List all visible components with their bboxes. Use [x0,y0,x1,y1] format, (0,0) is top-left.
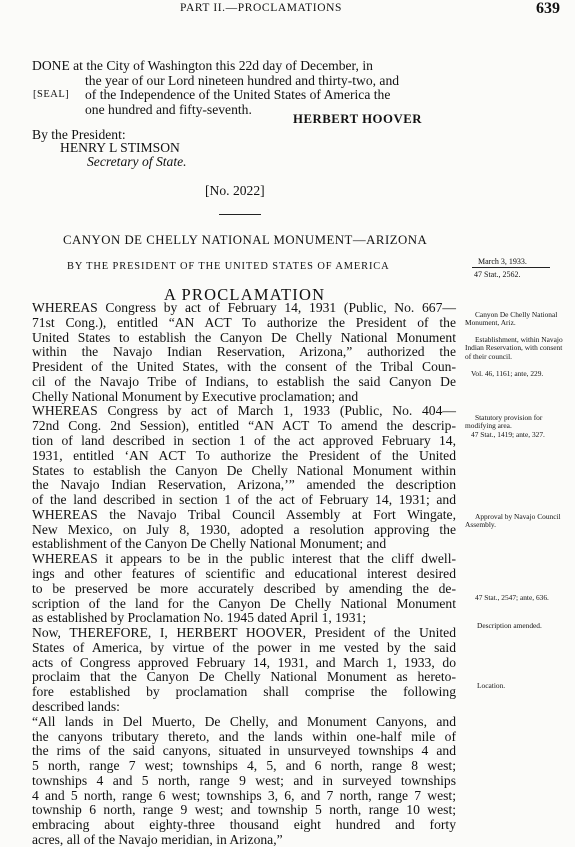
signer-name: HERBERT HOOVER [293,112,422,126]
body-line: WHEREAS the Navajo Tribal Council Assembly at Fort Wingate, [32,506,456,522]
date-note: March 3, 1933. [478,257,527,266]
section-divider [219,214,261,215]
body-line: fore established by proclamation shall comprise the following [32,684,456,700]
signing-line: of the Independence of the United States of America the [85,87,391,102]
body-line: WHEREAS Congress by act of March 1, 1933 (Public, No. 404— [32,403,456,419]
body-line: ings and other features of scientific and educational interest desired [32,566,456,581]
proclamation-title: CANYON DE CHELLY NATIONAL MONUMENT—ARIZONA [63,233,428,247]
signing-line: one hundred and fifty-seventh. [85,102,252,117]
body-line: described lands: [32,699,120,714]
margin-note: 47 Stat., 2547; ante, 636. [475,593,549,602]
body-line: as established by Proclamation No. 1945 dated April 1, 1931; [32,610,367,626]
margin-note: Statutory provision for modifying area. [465,413,543,431]
signing-line: the year of our Lord nineteen hundred and thirty-two, and [85,73,400,88]
body-line: within the Navajo Indian Reservation, Arizona,” authorized the [32,344,456,360]
statute-note: 47 Stat., 2562. [474,270,521,279]
body-line: New Mexico, on July 8, 1930, adopted a resolution approving the [32,521,456,537]
body-line: WHEREAS it appears to be in the public interest that the cliff dwell- [32,551,456,567]
date-note-rule [472,267,550,268]
body-line: 71st Cong.), entitled “AN ACT To authorize the President of the [32,314,456,330]
margin-note: Approval by Navajo Council Assembly. [465,512,561,530]
body-line: the canyons tributary thereto, and the lands within one-half mile of [32,728,456,744]
body-line: States to establish the Canyon De Chelly National Monument within [32,462,456,478]
body-line: 72nd Cong. 2nd Session), entitled “AN ACT To amend the descrip- [32,418,456,434]
page-number: 639 [536,0,560,17]
signing-line: DONE at the City of Washington this 22d day of December, in [32,58,373,73]
body-line: President of the United States, with the consent of the Tribal Coun- [32,359,456,375]
seal-mark: [SEAL] [33,89,70,100]
body-line: States of America, by virtue of the power in me vested by the said [32,639,456,655]
secretary-name: HENRY L STIMSON [60,140,180,155]
body-line: Chelly National Monument by Executive proclamation; and [32,388,359,404]
body-line: to be preserved be more accurately described by amending the de- [32,580,456,596]
running-head: PART II.—PROCLAMATIONS [180,2,343,14]
body-line: establishment of the Canyon De Chelly National Monument; and [32,536,387,552]
body-line: embracing about eighty-three thousand eight hundred and forty [32,817,456,833]
body-line: “All lands in Del Muerto, De Chelly, and Monument Canyons, and [32,713,456,729]
running-header [0,0,575,22]
body-line: 5 north, range 7 west; townships 4, 5, and 6 north, range 8 west; [32,758,456,774]
body-line: tion of land described in section 1 of the act approved February 14, [32,433,456,448]
body-line: the Navajo Indian Reservation, Arizona,’” amended the description [32,477,456,493]
body-line: scription of the land for the Canyon De Chelly National Monument [32,595,456,611]
by-the-president: By the President: [32,127,126,142]
body-line: cil of the Navajo Tribe of Indians, to establish the said Canyon De [32,373,456,389]
body-line: acts of Congress approved February 14, 1931, and March 1, 1933, do [32,654,456,670]
body-line: United States to establish the Canyon De Chelly National Monument [32,329,456,345]
body-line: townships 4 and 5 north, range 9 west; and in surveyed townships [32,772,456,788]
margin-note: Canyon De Chelly National Monument, Ariz. [465,310,558,328]
byline: BY THE PRESIDENT OF THE UNITED STATES OF AMERICA [67,261,390,272]
margin-note: Establishment, within Navajo Indian Reservation, with consent of their council. [465,335,563,361]
margin-note: Location. [477,681,506,690]
body-line: Now, THEREFORE, I, HERBERT HOOVER, President of the United [32,625,456,641]
body-line: 1931, entitled ‘AN ACT To authorize the President of the United [32,447,456,463]
body-line: WHEREAS Congress by act of February 14, 1931 (Public, No. 667— [32,300,456,315]
secretary-title: Secretary of State. [87,154,187,169]
body-line: 4 and 5 north, range 6 west; townships 3, 6, and 7 north, range 7 west; [32,787,456,803]
margin-note: Vol. 46, 1161; ante, 229. [471,369,544,378]
body-line: proclaim that the Canyon De Chelly National Monument as hereto- [32,669,456,685]
body-line: of the land described in section 1 of the act of February 14, 1931; and [32,492,456,508]
body-line: acres, all of the Navajo meridian, in Arizona,” [32,832,283,847]
body-line: township 6 north, range 9 west; and township 5 north, range 10 west; [32,802,456,818]
proclamation-number: [No. 2022] [205,183,265,198]
body-line: the rims of the said canyons, situated in unsurveyed townships 4 and [32,743,456,759]
margin-note: Description amended. [477,621,542,630]
margin-note: 47 Stat., 1419; ante, 327. [471,430,545,439]
proclamation-heading: A PROCLAMATION [164,285,326,304]
